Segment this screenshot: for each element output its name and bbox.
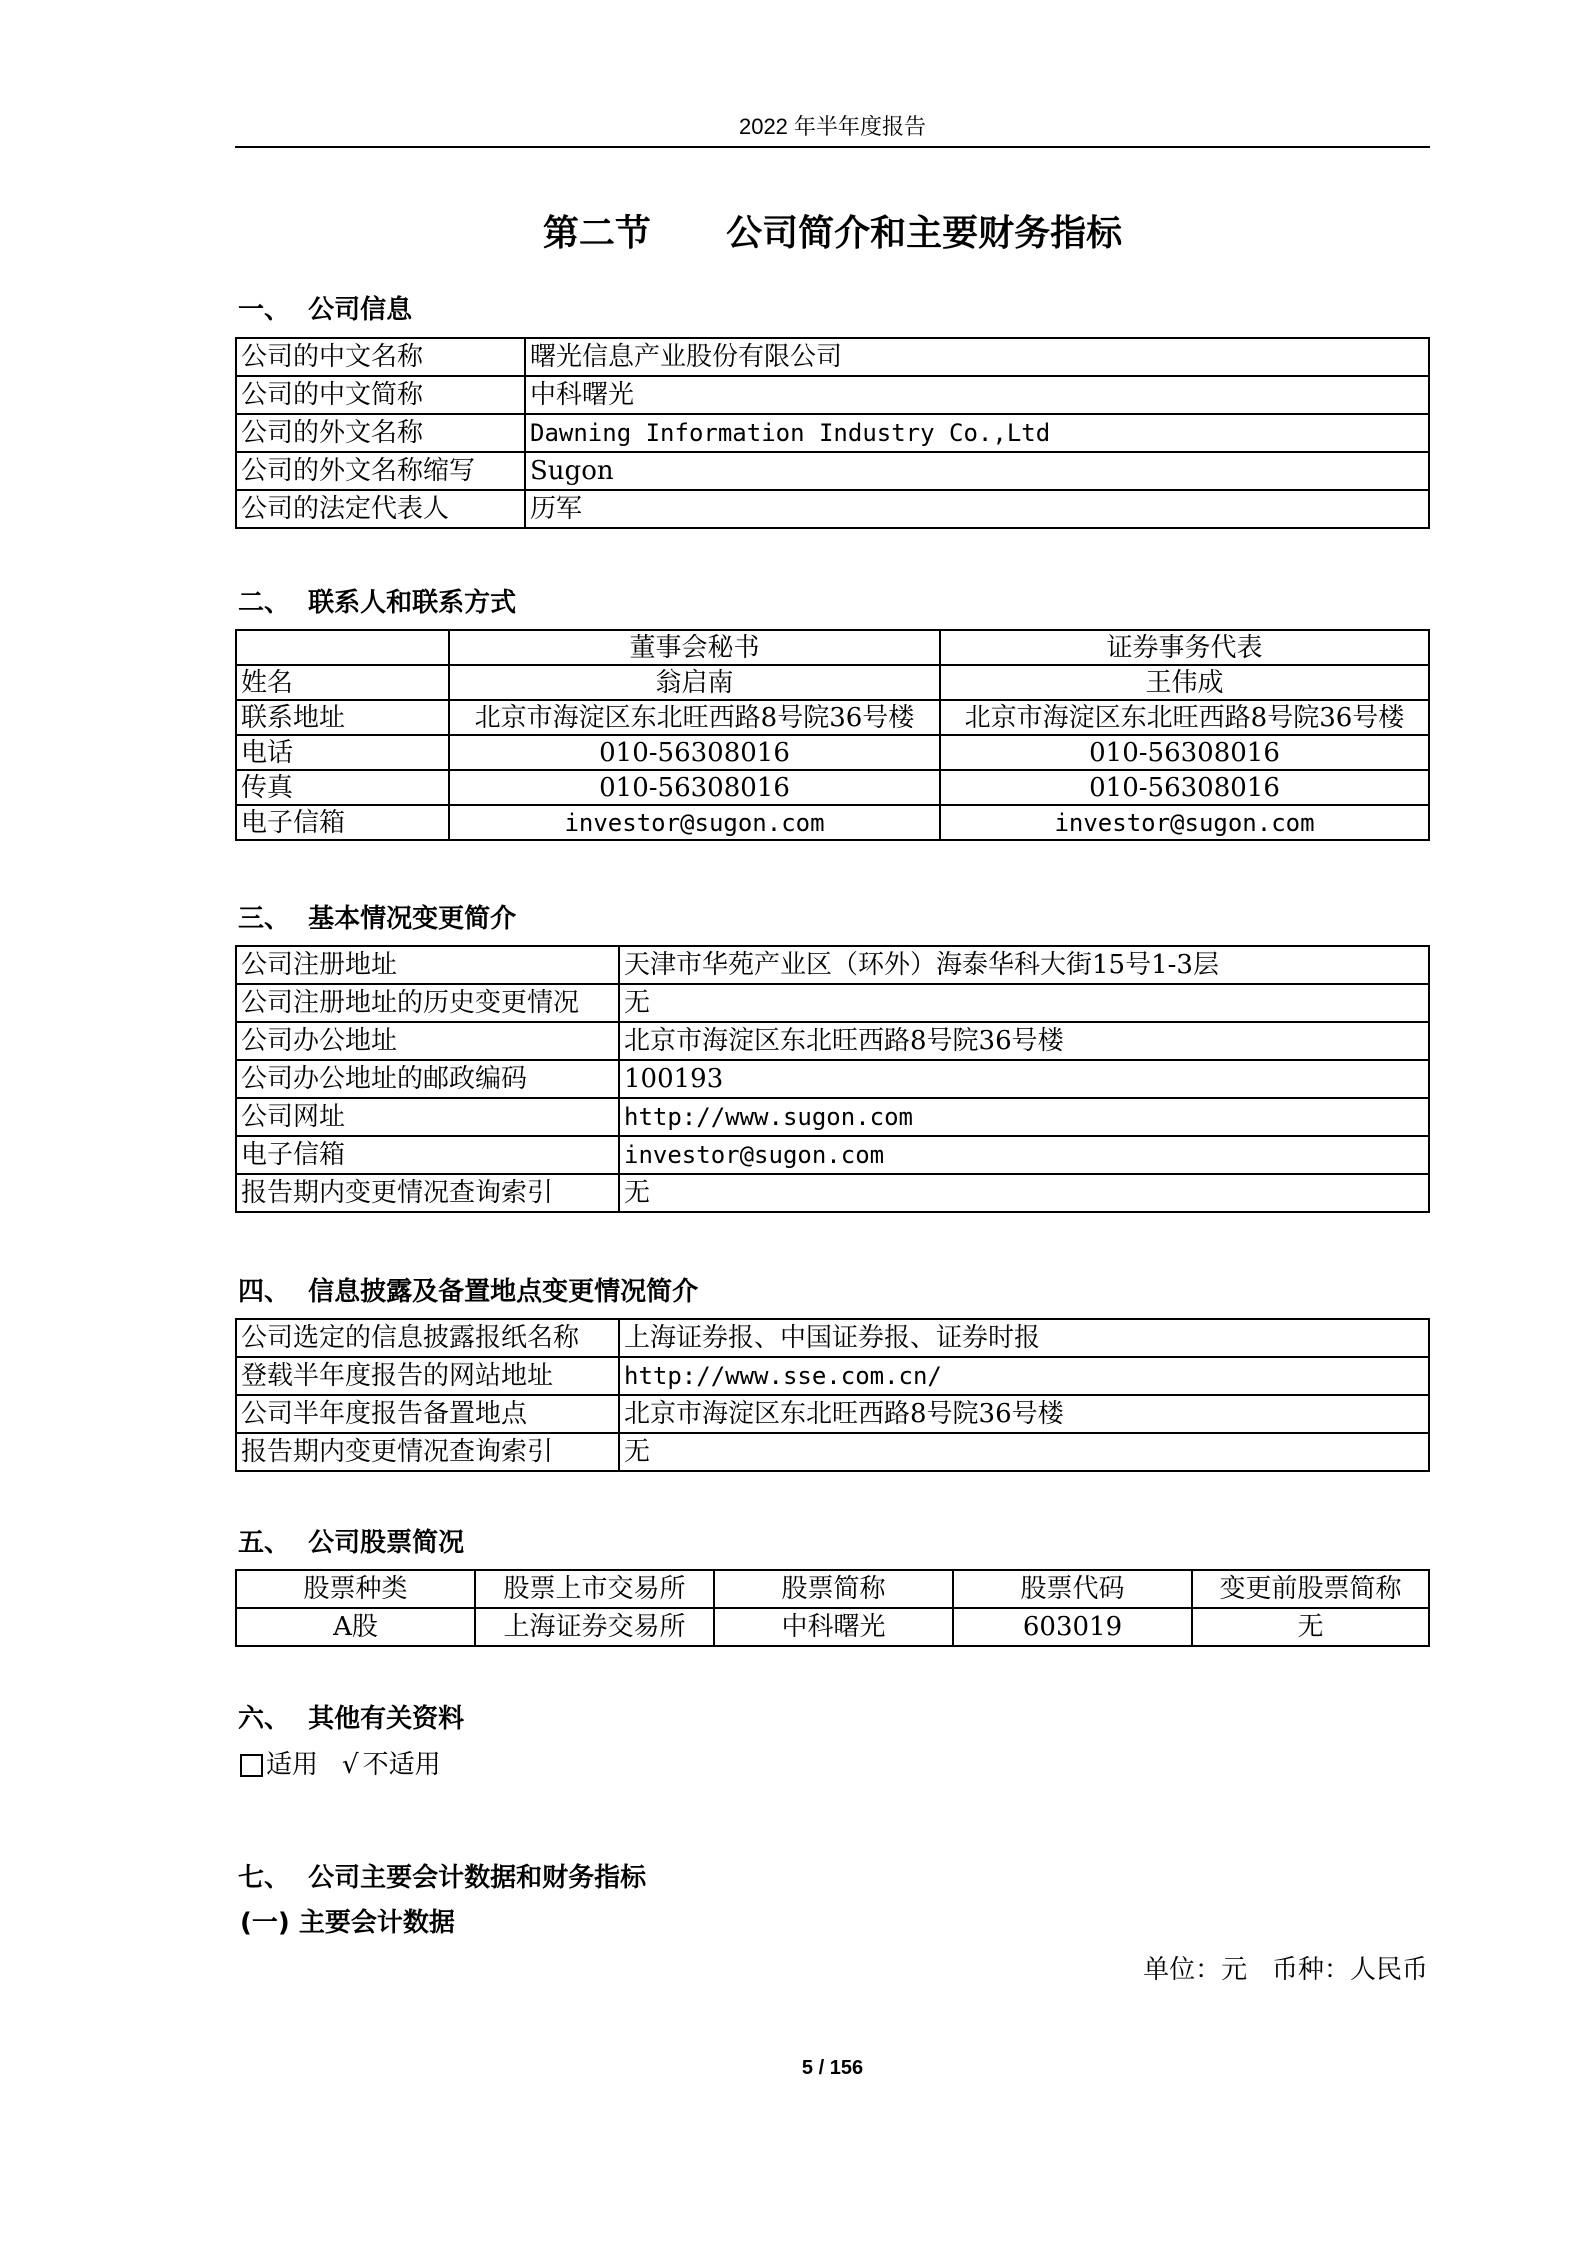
table-row [236, 1098, 1429, 1136]
applicability-options [240, 1747, 441, 1783]
row-label: 传真 [236, 770, 449, 805]
table-row [236, 1022, 1429, 1060]
chapter-label: 第二节 [542, 213, 651, 254]
section-title-financial: 七、 公司主要会计数据和财务指标 [238, 1863, 647, 1893]
section-title-disclosure: 四、 信息披露及备置地点变更情况简介 [238, 1277, 699, 1307]
row-value: 北京市海淀区东北旺西路8号院36号楼 [619, 1022, 1429, 1060]
header-cell: 股票代码 [953, 1570, 1192, 1608]
row-value: 上海证券报、中国证券报、证券时报 [619, 1319, 1429, 1357]
row-label: 公司的中文简称 [236, 376, 525, 414]
table-row [236, 414, 1429, 452]
table-row [236, 984, 1429, 1022]
row-value: http://www.sse.com.cn/ [619, 1357, 1429, 1395]
row-label: 公司办公地址的邮政编码 [236, 1060, 619, 1098]
row-value: investor@sugon.com [619, 1136, 1429, 1174]
row-label: 公司的外文名称缩写 [236, 452, 525, 490]
secretary-value: 010-56308016 [449, 770, 940, 805]
stock-table [235, 1569, 1430, 1647]
row-value: 无 [619, 984, 1429, 1022]
header-cell: 变更前股票简称 [1192, 1570, 1429, 1608]
row-value: 历军 [525, 490, 1429, 528]
row-label: 电子信箱 [236, 805, 449, 840]
unit-label: 单位：元 [1143, 1955, 1248, 1985]
stock-exchange: 上海证券交易所 [475, 1608, 714, 1646]
table-row [236, 1395, 1429, 1433]
row-value: 北京市海淀区东北旺西路8号院36号楼 [619, 1395, 1429, 1433]
currency-label: 币种：人民币 [1271, 1955, 1428, 1985]
table-row [236, 700, 1429, 735]
row-label: 公司半年度报告备置地点 [236, 1395, 619, 1433]
table-row [236, 1060, 1429, 1098]
row-value: 无 [619, 1433, 1429, 1471]
running-header: 2022 年半年度报告 [738, 114, 927, 139]
row-label: 报告期内变更情况查询索引 [236, 1174, 619, 1212]
row-value: Sugon [525, 452, 1429, 490]
row-label: 公司选定的信息披露报纸名称 [236, 1319, 619, 1357]
checkbox-icon [240, 1754, 263, 1777]
row-value: 无 [619, 1174, 1429, 1212]
row-label: 公司的外文名称 [236, 414, 525, 452]
representative-value: 北京市海淀区东北旺西路8号院36号楼 [940, 700, 1429, 735]
table-row [236, 735, 1429, 770]
table-row [236, 1319, 1429, 1357]
table-header-row [236, 1570, 1429, 1608]
section-title-contacts: 二、 联系人和联系方式 [238, 588, 517, 618]
header-rule [235, 146, 1430, 148]
header-cell: 股票种类 [236, 1570, 475, 1608]
row-label: 电子信箱 [236, 1136, 619, 1174]
representative-value: 010-56308016 [940, 735, 1429, 770]
stock-short-name: 中科曙光 [714, 1608, 953, 1646]
row-label: 公司的中文名称 [236, 338, 525, 376]
row-value: 中科曙光 [525, 376, 1429, 414]
option-applicable: 适用 [266, 1750, 319, 1780]
section-title-stock: 五、 公司股票简况 [238, 1528, 465, 1558]
representative-value: 010-56308016 [940, 770, 1429, 805]
row-label: 联系地址 [236, 700, 449, 735]
disclosure-table [235, 1318, 1430, 1472]
option-not-applicable: 不适用 [362, 1750, 441, 1780]
row-value: http://www.sugon.com [619, 1098, 1429, 1136]
row-label: 报告期内变更情况查询索引 [236, 1433, 619, 1471]
secretary-value: 翁启南 [449, 665, 940, 700]
chapter-title [235, 210, 1430, 258]
header-cell [236, 630, 449, 665]
chapter-name: 公司简介和主要财务指标 [726, 213, 1123, 254]
representative-value: investor@sugon.com [940, 805, 1429, 840]
table-row [236, 1433, 1429, 1471]
row-value: 天津市华苑产业区（环外）海泰华科大街15号1-3层 [619, 946, 1429, 984]
row-label: 电话 [236, 735, 449, 770]
row-value: 曙光信息产业股份有限公司 [525, 338, 1429, 376]
stock-code: 603019 [953, 1608, 1192, 1646]
contacts-table [235, 629, 1430, 841]
table-row [236, 1608, 1429, 1646]
secretary-value: 北京市海淀区东北旺西路8号院36号楼 [449, 700, 940, 735]
table-row [236, 338, 1429, 376]
representative-value: 王伟成 [940, 665, 1429, 700]
row-label: 公司网址 [236, 1098, 619, 1136]
secretary-value: 010-56308016 [449, 735, 940, 770]
header-cell: 股票上市交易所 [475, 1570, 714, 1608]
row-label: 姓名 [236, 665, 449, 700]
basic-info-table [235, 945, 1430, 1213]
page-number: 5 / 156 [801, 2057, 864, 2079]
company-info-table [235, 337, 1430, 529]
header-cell: 董事会秘书 [449, 630, 940, 665]
secretary-value: investor@sugon.com [449, 805, 940, 840]
table-row [236, 1357, 1429, 1395]
table-row [236, 452, 1429, 490]
table-row [236, 770, 1429, 805]
row-label: 公司注册地址的历史变更情况 [236, 984, 619, 1022]
table-header-row [236, 630, 1429, 665]
row-label: 公司办公地址 [236, 1022, 619, 1060]
row-value: Dawning Information Industry Co.,Ltd [525, 414, 1429, 452]
table-row [236, 665, 1429, 700]
row-label: 公司的法定代表人 [236, 490, 525, 528]
header-cell: 证券事务代表 [940, 630, 1429, 665]
check-mark-icon: √ [342, 1750, 359, 1780]
previous-short-name: 无 [1192, 1608, 1429, 1646]
subsection-title-accounting-data: (一) 主要会计数据 [240, 1908, 455, 1938]
table-row [236, 490, 1429, 528]
stock-type: A股 [236, 1608, 475, 1646]
table-row [236, 946, 1429, 984]
table-row [236, 1136, 1429, 1174]
section-title-company-info: 一、 公司信息 [238, 295, 413, 325]
section-title-other-info: 六、 其他有关资料 [238, 1704, 465, 1734]
header-cell: 股票简称 [714, 1570, 953, 1608]
row-label: 登载半年度报告的网站地址 [236, 1357, 619, 1395]
table-row [236, 805, 1429, 840]
row-value: 100193 [619, 1060, 1429, 1098]
table-row [236, 1174, 1429, 1212]
section-title-basic-changes: 三、 基本情况变更简介 [238, 904, 517, 934]
table-row [236, 376, 1429, 414]
unit-currency-line [1000, 1952, 1428, 1988]
row-label: 公司注册地址 [236, 946, 619, 984]
